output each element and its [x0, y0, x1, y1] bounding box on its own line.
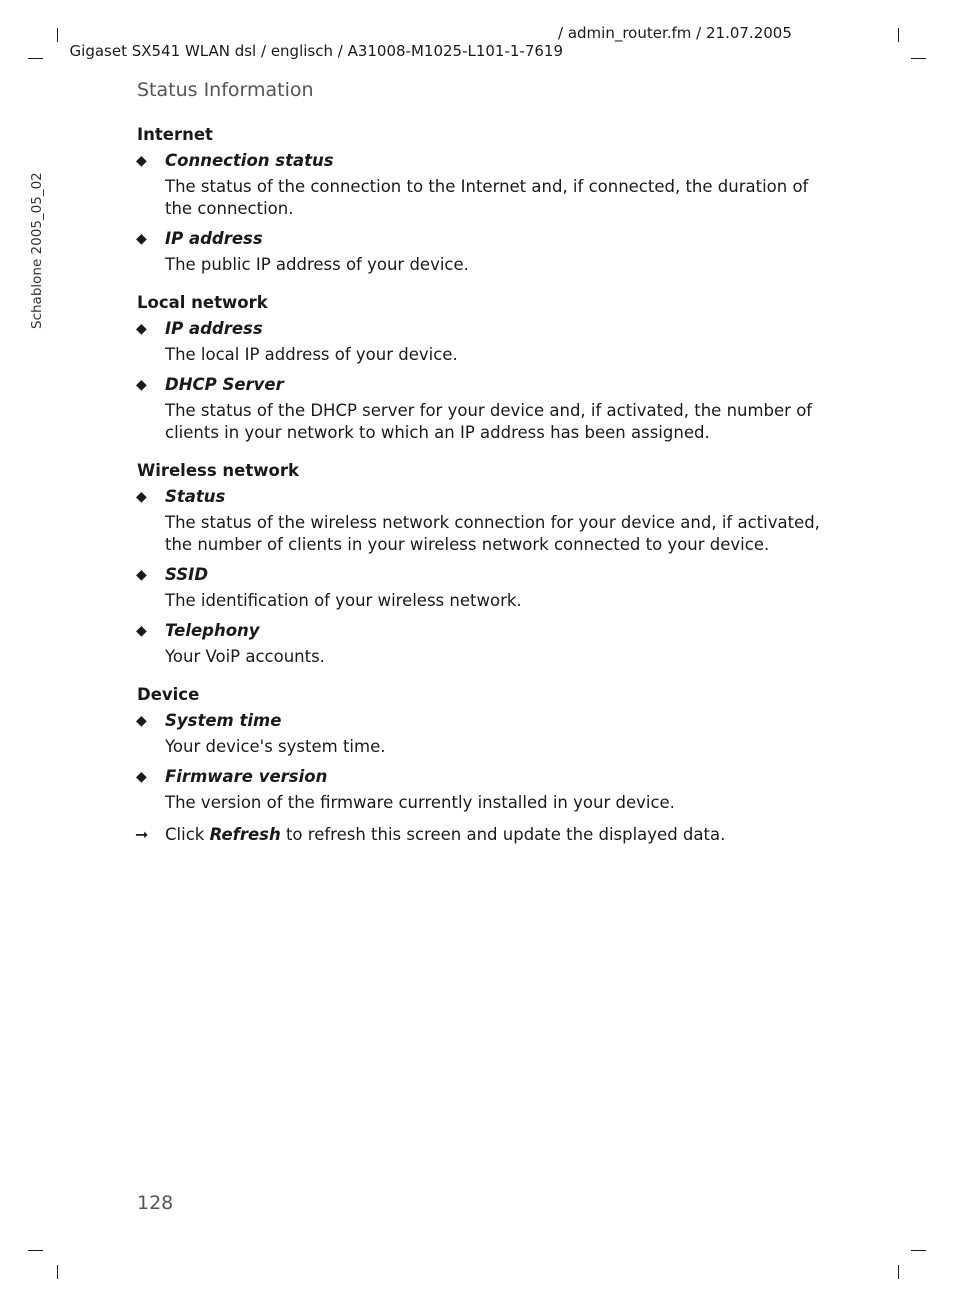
item-title: Status — [165, 487, 226, 506]
list-item — [137, 150, 827, 220]
item-title: Telephony — [165, 621, 260, 640]
template-label: Schablone 2005_05_02 — [29, 172, 45, 329]
section-title: Wireless network — [137, 461, 299, 480]
item-title: SSID — [165, 565, 209, 584]
diamond-bullet-icon: ◆ — [136, 713, 147, 729]
note-text-post: to refresh this screen and update the displayed data. — [280, 825, 726, 844]
main-content — [137, 124, 827, 846]
list-item — [137, 318, 827, 366]
note-text-pre: Click — [165, 825, 210, 844]
page-title: Status Information — [137, 79, 314, 101]
list-item — [137, 710, 827, 758]
item-title: Firmware version — [165, 767, 328, 786]
refresh-note — [137, 824, 827, 846]
document-header — [60, 24, 792, 78]
crop-mark — [57, 1265, 58, 1279]
refresh-term: Refresh — [209, 825, 281, 844]
diamond-bullet-icon: ◆ — [136, 153, 147, 169]
item-description: The public IP address of your device. — [165, 255, 469, 274]
list-item — [137, 374, 827, 444]
diamond-bullet-icon: ◆ — [136, 489, 147, 505]
diamond-bullet-icon: ◆ — [136, 321, 147, 337]
diamond-bullet-icon: ◆ — [136, 623, 147, 639]
section-wireless-network — [137, 460, 827, 668]
item-description: Your device's system time. — [165, 737, 386, 756]
item-title: IP address — [165, 229, 263, 248]
section-title: Device — [137, 685, 200, 704]
item-description: The local IP address of your device. — [165, 345, 458, 364]
item-title: System time — [165, 711, 282, 730]
item-description: The status of the DHCP server for your device and, if activated, the number of clients in your network to which an IP address has been assigned. — [165, 401, 813, 442]
item-description: The identification of your wireless network. — [165, 591, 522, 610]
arrow-right-icon: ➞ — [135, 825, 149, 844]
list-item — [137, 620, 827, 668]
section-title: Internet — [137, 125, 213, 144]
diamond-bullet-icon: ◆ — [136, 567, 147, 583]
header-right-text: / admin_router.fm / 21.07.2005 — [558, 24, 792, 42]
diamond-bullet-icon: ◆ — [136, 769, 147, 785]
list-item — [137, 486, 827, 556]
list-item — [137, 766, 827, 814]
crop-mark — [911, 1250, 926, 1251]
header-left-text: Gigaset SX541 WLAN dsl / englisch / A31008-M1025-L101-1-7619 — [69, 42, 564, 60]
crop-mark — [57, 28, 58, 42]
item-description: The status of the wireless network connection for your device and, if activated, the number of clients in your wireless network connected to your device. — [165, 513, 820, 554]
item-title: DHCP Server — [165, 375, 284, 394]
diamond-bullet-icon: ◆ — [136, 231, 147, 247]
item-description: Your VoiP accounts. — [165, 647, 325, 666]
crop-mark — [911, 58, 926, 59]
crop-mark — [898, 28, 899, 42]
item-title: Connection status — [165, 151, 334, 170]
crop-mark — [898, 1265, 899, 1279]
section-title: Local network — [137, 293, 268, 312]
item-description: The version of the firmware currently installed in your device. — [165, 793, 675, 812]
list-item — [137, 564, 827, 612]
item-description: The status of the connection to the Internet and, if connected, the duration of the connection. — [165, 177, 809, 218]
crop-mark — [28, 1250, 43, 1251]
list-item — [137, 228, 827, 276]
section-device — [137, 684, 827, 814]
section-internet — [137, 124, 827, 276]
crop-mark — [28, 58, 43, 59]
section-local-network — [137, 292, 827, 444]
item-title: IP address — [165, 319, 263, 338]
diamond-bullet-icon: ◆ — [136, 377, 147, 393]
page-number: 128 — [137, 1192, 174, 1214]
